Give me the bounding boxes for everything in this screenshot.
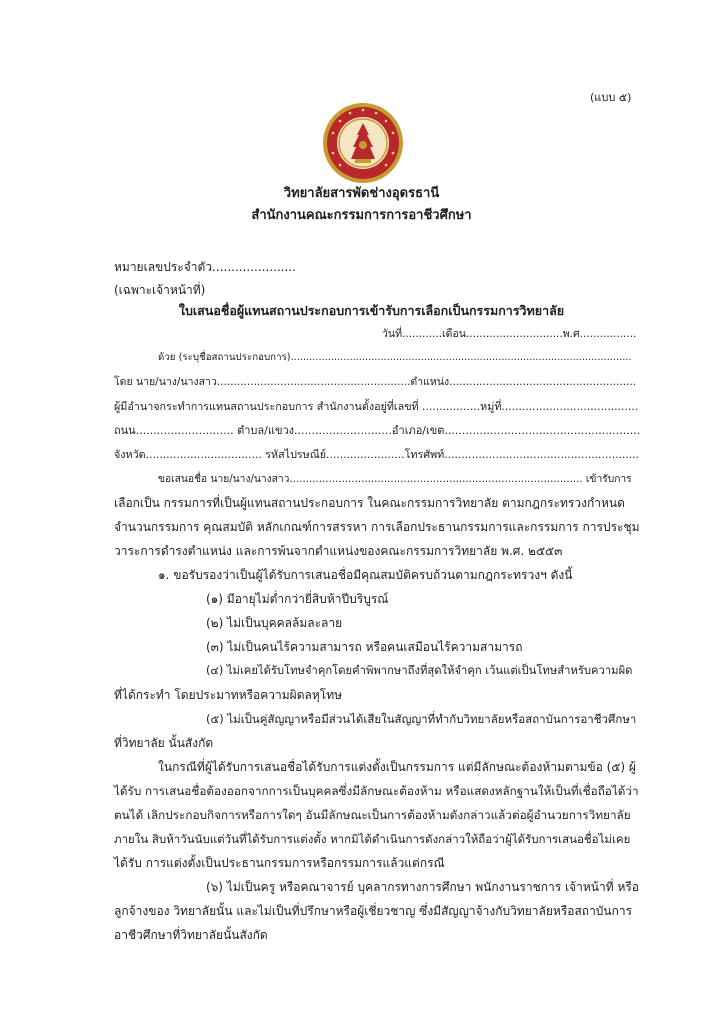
qualification-1: (๑) มีอายุไม่ต่ำกว่ายี่สิบห้าปีบริบูรณ์ [206, 592, 389, 606]
id-number-line: หมายเลขประจำตัว...................... [114, 260, 296, 274]
form-title: ใบเสนอชื่อผู้แทนสถานประกอบการเข้ารับการเลือกเป็นกรรมการวิทยาลัย [178, 303, 565, 318]
qualification-6: (๖) ไม่เป็นครู หรือคณาจารย์ บุคลากรทางการศึกษา พนักงานราชการ เจ้าหน้าที่ หรือ [206, 880, 640, 894]
condition-line-3: ตนได้ เลิกประกอบกิจการหรือการใดๆ อันมีลักษณะเป็นการต้องห้ามดังกล่าวแล้วต่อผู้อำนวยการวิทยาลัย [114, 808, 631, 822]
body-line-4: ถนน............................ ตำบล/แขวง............................อำเภอ/เขต........................................................ [114, 424, 641, 437]
condition-line-5: ได้รับ การแต่งตั้งเป็นประธานกรรมการหรือกรรมการแล้วแต่กรณี [114, 856, 445, 870]
qualification-4: (๔) ไม่เคยได้รับโทษจำคุกโดยคำพิพากษาถึงที่สุดให้จำคุก เว้นแต่เป็นโทษสำหรับความผิด [206, 664, 633, 677]
condition-line-4: ภายใน สิบห้าวันนับแต่วันที่ได้รับการแต่งตั้ง หากมิได้ดำเนินการดังกล่าวให้ถือว่าผู้ได้รับการเสนอชื่อไม่เคย [114, 832, 631, 846]
condition-line-2: ได้รับ การเสนอชื่อต้องออกจากการเป็นบุคคลซึ่งมีลักษณะต้องห้าม หรือแสดงหลักฐานให้เป็นที่เชื่อถือได้ว่า [114, 784, 639, 798]
qualification-6-cont-1: ลูกจ้างของ วิทยาลัยนั้น และไม่เป็นที่ปรึกษาหรือผู้เชี่ยวชาญ ซึ่งมีสัญญาจ้างกับวิทยาลัยหรือสถาบันการ [114, 904, 633, 918]
qualification-heading: ๑. ขอรับรองว่าเป็นผู้ได้รับการเสนอชื่อมีคุณสมบัติครบถ้วนตามกฎกระทรวงฯ ดังนี้ [158, 568, 573, 582]
body-line-8: จำนวนกรรมการ คุณสมบัติ หลักเกณฑ์การสรรหา การเลือกประธานกรรมการและกรรมการ การประชุม [114, 520, 640, 534]
body-line-7: เลือกเป็น กรรมการที่เป็นผู้แทนสถานประกอบการ ในคณะกรรมการวิทยาลัย ตามกฎกระทรวงกำหนด [114, 496, 625, 510]
office-name: สำนักงานคณะกรรมการการอาชีวศึกษา [251, 208, 472, 223]
condition-line-1: ในกรณีที่ผู้ได้รับการเสนอชื่อได้รับการแต่งตั้งเป็นกรรมการ แต่มีลักษณะต้องห้ามตามข้อ (๕) ผู้ [158, 760, 636, 774]
form-number: (แบบ ๕) [590, 91, 632, 104]
qualification-5-cont: ที่วิทยาลัย นั้นสังกัด [114, 736, 214, 750]
college-seal-icon [321, 101, 405, 185]
body-line-9: วาระการดำรงตำแหน่ง และการพ้นจากตำแหน่งของคณะกรรมการวิทยาลัย พ.ศ. ๒๕๕๓ [114, 544, 563, 558]
qualification-2: (๒) ไม่เป็นบุคคลล้มละลาย [206, 616, 343, 630]
body-line-2: โดย นาย/นาง/นางสาว..........................................................ตำแหน่ง........................................................ [114, 376, 637, 388]
body-line-5: จังหวัด.................................. รหัสไปรษณีย์.......................โทรศัพท์......................................................... [114, 448, 640, 461]
body-line-3: ผู้มีอำนาจกระทำการแทนสถานประกอบการ สำนักงานตั้งอยู่ที่เลขที่ .................หมู่ที่........................................ [114, 400, 639, 413]
qualification-5: (๕) ไม่เป็นคู่สัญญาหรือมีส่วนได้เสียในสัญญาที่ทำกับวิทยาลัยหรือสถาบันการอาชีวศึกษา [206, 712, 637, 726]
college-name: วิทยาลัยสารพัดช่างอุดรธานี [283, 186, 440, 201]
qualification-6-cont-2: อาชีวศึกษาที่วิทยาลัยนั้นสังกัด [114, 928, 268, 942]
body-line-6: ขอเสนอชื่อ นาย/นาง/นางสาว.......................................................................................... เข้ารับการ [158, 473, 632, 485]
qualification-3: (๓) ไม่เป็นคนไร้ความสามารถ หรือคนเสมือนไร้ความสามารถ [206, 640, 523, 654]
body-line-1: ด้วย (ระบุชื่อสถานประกอบการ).............................................................................................................. [158, 352, 632, 363]
date-line: วันที่............เดือน.............................พ.ศ................. [382, 328, 637, 340]
officer-only-note: (เฉพาะเจ้าหน้าที่) [114, 283, 206, 297]
qualification-4-cont: ที่ได้กระทำ โดยประมาทหรือความผิดลหุโทษ [114, 688, 343, 702]
